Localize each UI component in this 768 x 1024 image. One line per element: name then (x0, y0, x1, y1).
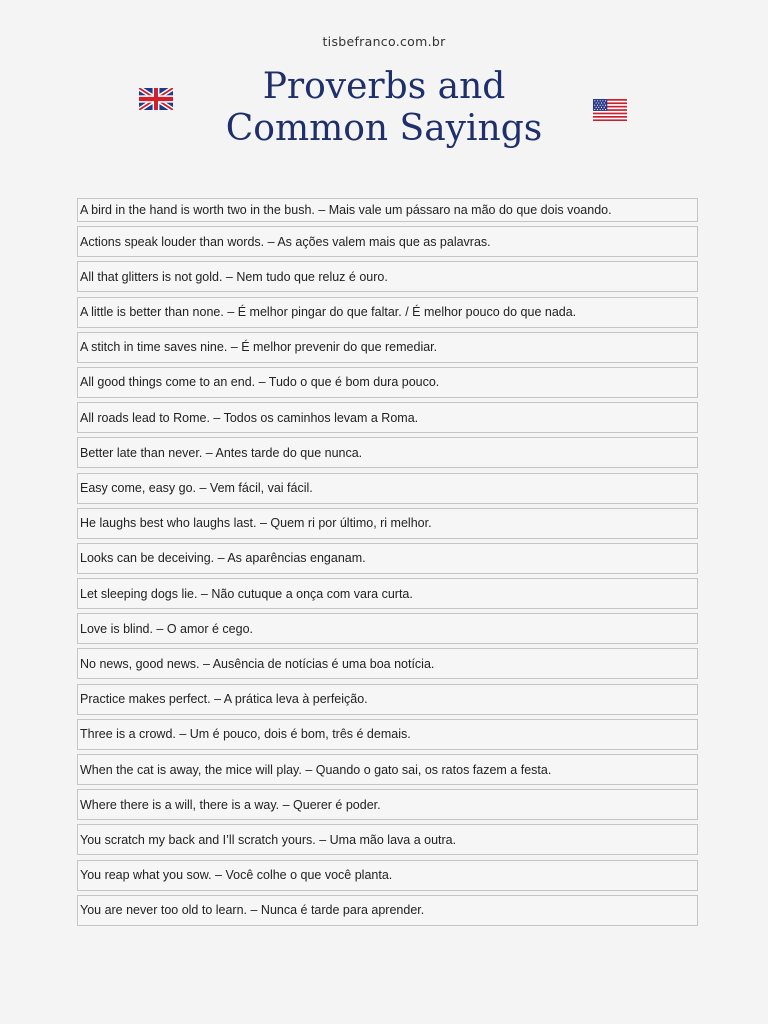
page-title-line-1: Proverbs and (262, 66, 506, 107)
site-url: tisbefranco.com.br (322, 34, 446, 49)
proverb-row: You reap what you sow. – Você colhe o que você planta. (77, 860, 698, 891)
us-flag-icon (593, 99, 627, 121)
proverb-row: Looks can be deceiving. – As aparências enganam. (77, 543, 698, 574)
proverb-row: Better late than never. – Antes tarde do que nunca. (77, 437, 698, 468)
proverb-row: Actions speak louder than words. – As ações valem mais que as palavras. (77, 226, 698, 257)
uk-flag-icon (139, 88, 173, 110)
proverb-row: All roads lead to Rome. – Todos os caminhos levam a Roma. (77, 402, 698, 433)
page-title-line-2: Common Sayings (225, 108, 543, 149)
proverb-row: All that glitters is not gold. – Nem tudo que reluz é ouro. (77, 261, 698, 292)
proverb-row: Where there is a will, there is a way. – Querer é poder. (77, 789, 698, 820)
proverb-row: Love is blind. – O amor é cego. (77, 613, 698, 644)
proverb-row: He laughs best who laughs last. – Quem ri por último, ri melhor. (77, 508, 698, 539)
proverb-row: Three is a crowd. – Um é pouco, dois é bom, três é demais. (77, 719, 698, 750)
proverb-list (77, 198, 698, 930)
proverb-row: No news, good news. – Ausência de notícias é uma boa notícia. (77, 648, 698, 679)
proverb-row: A stitch in time saves nine. – É melhor prevenir do que remediar. (77, 332, 698, 363)
page-title (0, 66, 768, 150)
proverb-row: Practice makes perfect. – A prática leva à perfeição. (77, 684, 698, 715)
proverb-row: Easy come, easy go. – Vem fácil, vai fácil. (77, 473, 698, 504)
proverb-row: You are never too old to learn. – Nunca é tarde para aprender. (77, 895, 698, 926)
proverb-row: When the cat is away, the mice will play. – Quando o gato sai, os ratos fazem a festa. (77, 754, 698, 785)
proverb-row: All good things come to an end. – Tudo o que é bom dura pouco. (77, 367, 698, 398)
proverb-row: Let sleeping dogs lie. – Não cutuque a onça com vara curta. (77, 578, 698, 609)
proverb-row: A little is better than none. – É melhor pingar do que faltar. / É melhor pouco do que nada. (77, 297, 698, 328)
proverb-row: A bird in the hand is worth two in the bush. – Mais vale um pássaro na mão do que dois voando. (77, 198, 698, 222)
proverb-row: You scratch my back and I’ll scratch yours. – Uma mão lava a outra. (77, 824, 698, 855)
